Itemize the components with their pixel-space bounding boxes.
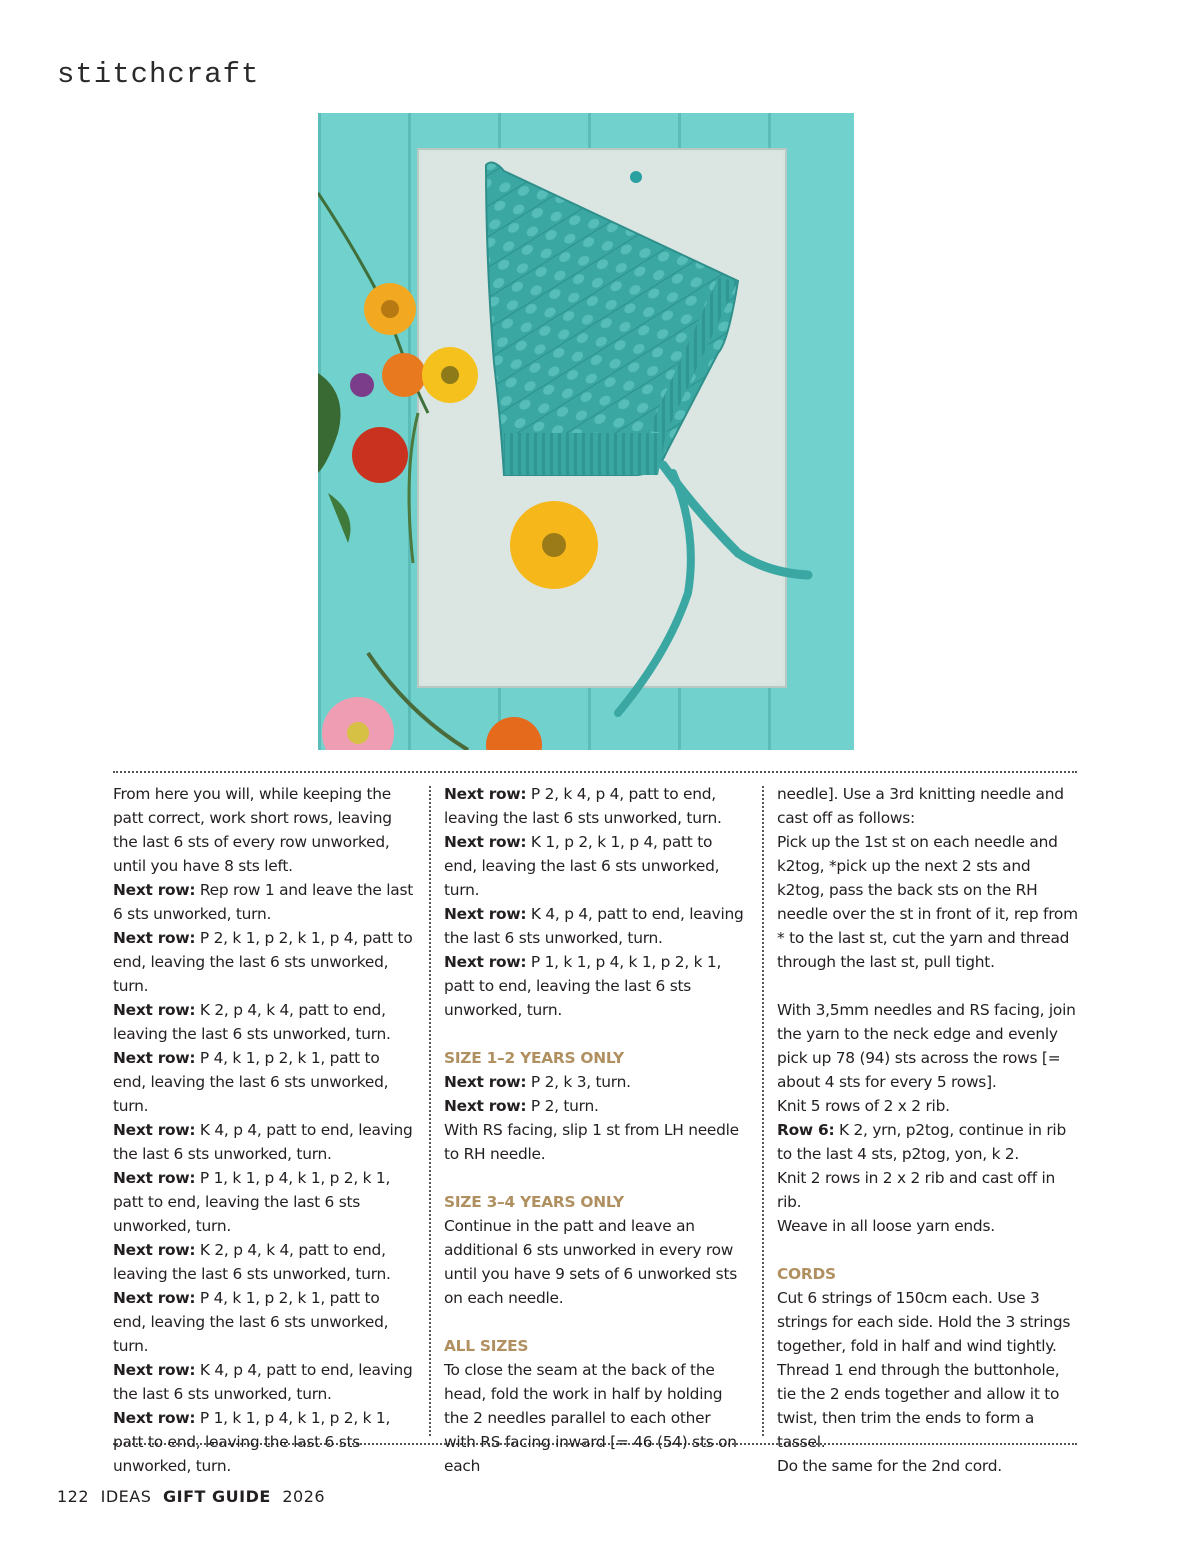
paragraph: With 3,5mm needles and RS facing, join the yarn to the neck edge and evenly pick up 78 (94) sts across the rows [= about 4 sts for every 5 rows]. (777, 1001, 1076, 1091)
instruction-row: Next row: K 4, p 4, patt to end, leaving the last 6 sts unworked, turn. (113, 1361, 413, 1403)
paragraph: Continue in the patt and leave an additional 6 sts unworked in every row until you have 9 sets of 6 unworked sts on each needle. (444, 1217, 737, 1307)
column-divider-1 (429, 786, 431, 1436)
size-3-4-heading: SIZE 3–4 YEARS ONLY (444, 1193, 624, 1211)
paragraph: With RS facing, slip 1 st from LH needle to RH needle. (444, 1121, 739, 1163)
instruction-row: Next row: K 2, p 4, k 4, patt to end, leaving the last 6 sts unworked, turn. (113, 1241, 391, 1283)
page-footer (57, 1487, 331, 1506)
instruction-row: Next row: K 4, p 4, patt to end, leaving the last 6 sts unworked, turn. (444, 905, 744, 947)
instruction-row: Next row: P 2, k 4, p 4, patt to end, leaving the last 6 sts unworked, turn. (444, 785, 722, 827)
bonnet-photo (318, 113, 854, 750)
issue-name: GIFT GUIDE (162, 1487, 271, 1506)
paragraph: To close the seam at the back of the head, fold the work in half by holding the 2 needles parallel to each other with RS facing inward [= 46 (54) sts on each (444, 1361, 737, 1475)
paragraph: Knit 2 rows in 2 x 2 rib and cast off in rib. (777, 1169, 1056, 1211)
paragraph: Pick up the 1st st on each needle and k2tog, *pick up the next 2 sts and k2tog, pass the back sts on the RH needle over the st in front of it, rep from * to the last st, cut the yarn and thread through the last st, pull tight. (777, 833, 1078, 971)
text-column-2 (444, 782, 746, 1478)
instruction-row: Next row: P 1, k 1, p 4, k 1, p 2, k 1, patt to end, leaving the last 6 sts unworked, turn. (113, 1409, 391, 1475)
instruction-row: Next row: K 1, p 2, k 1, p 4, patt to end, leaving the last 6 sts unworked, turn. (444, 833, 720, 899)
red-flower (352, 427, 408, 483)
instruction-row: Next row: K 2, p 4, k 4, patt to end, leaving the last 6 sts unworked, turn. (113, 1001, 391, 1043)
paragraph: Thread 1 end through the buttonhole, tie the 2 ends together and allow it to twist, then trim the ends to form a tassel. (777, 1361, 1060, 1451)
instruction-row: Row 6: K 2, yrn, p2tog, continue in rib to the last 4 sts, p2tog, yon, k 2. (777, 1121, 1066, 1163)
section-title: stitchcraft (57, 58, 260, 91)
instruction-row: Next row: P 1, k 1, p 4, k 1, p 2, k 1, patt to end, leaving the last 6 sts unworked, turn. (113, 1169, 391, 1235)
cords-heading: CORDS (777, 1265, 836, 1283)
instruction-row: Next row: Rep row 1 and leave the last 6 sts unworked, turn. (113, 881, 413, 923)
top-divider (113, 771, 1077, 773)
paragraph: needle]. Use a 3rd knitting needle and cast off as follows: (777, 785, 1064, 827)
paragraph: Cut 6 strings of 150cm each. Use 3 strings for each side. Hold the 3 strings together, fold in half and wind tightly. (777, 1289, 1071, 1355)
instruction-row: Next row: P 4, k 1, p 2, k 1, patt to end, leaving the last 6 sts unworked, turn. (113, 1289, 389, 1355)
instruction-row: Next row: P 4, k 1, p 2, k 1, patt to end, leaving the last 6 sts unworked, turn. (113, 1049, 389, 1115)
instruction-row: Next row: P 1, k 1, p 4, k 1, p 2, k 1, patt to end, leaving the last 6 sts unworked, turn. (444, 953, 722, 1019)
instruction-row: Next row: K 4, p 4, patt to end, leaving the last 6 sts unworked, turn. (113, 1121, 413, 1163)
all-sizes-heading: ALL SIZES (444, 1337, 529, 1355)
instruction-row: Next row: P 2, turn. (444, 1097, 599, 1115)
instruction-row: Next row: P 2, k 1, p 2, k 1, p 4, patt to end, leaving the last 6 sts unworked, turn. (113, 929, 413, 995)
paragraph: Knit 5 rows of 2 x 2 rib. (777, 1097, 950, 1115)
paragraph: Do the same for the 2nd cord. (777, 1457, 1002, 1475)
text-column-1 (113, 782, 417, 1478)
paragraph: From here you will, while keeping the patt correct, work short rows, leaving the last 6 sts of every row unworked, until you have 8 sts left. (113, 785, 392, 875)
issue-year: 2026 (282, 1487, 326, 1506)
text-column-3 (777, 782, 1079, 1478)
magazine-name: IDEAS (100, 1487, 152, 1506)
instruction-row: Next row: P 2, k 3, turn. (444, 1073, 631, 1091)
size-1-2-heading: SIZE 1–2 YEARS ONLY (444, 1049, 624, 1067)
page-number: 122 (57, 1487, 90, 1506)
paragraph: Weave in all loose yarn ends. (777, 1217, 995, 1235)
column-divider-2 (762, 786, 764, 1436)
